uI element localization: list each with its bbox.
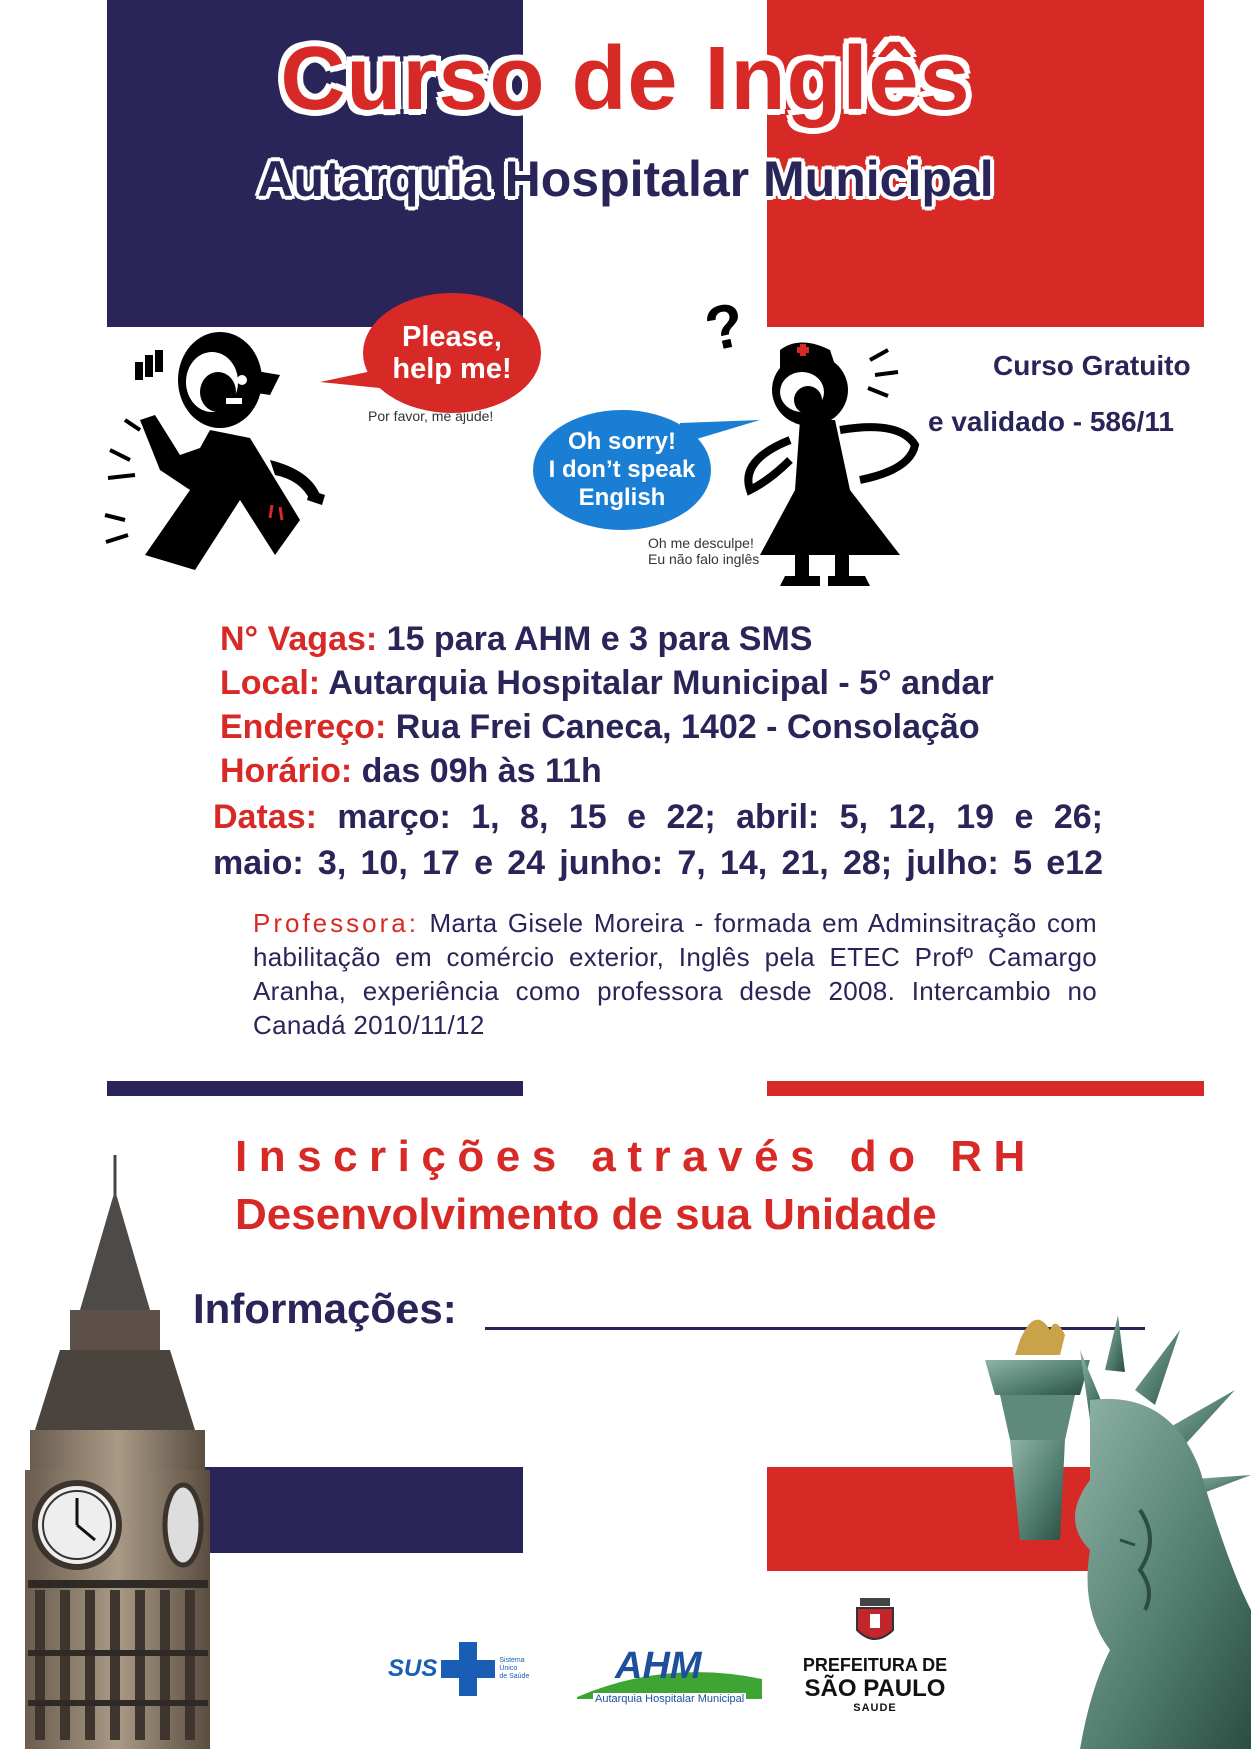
endereco-row bbox=[220, 708, 980, 747]
datas-row-2 bbox=[213, 844, 1103, 883]
professor-text: Marta Gisele Moreira - formada em Adminsitração com habilitação em comércio exterior, Inglês pela ETEC Profº Camargo Aranha, experiência como professora desde 2008. Intercambio no Canadá 2010/11/12 bbox=[253, 908, 1097, 1040]
page-subtitle: Autarquia Hospitalar Municipal bbox=[257, 151, 994, 207]
page-title: Curso de Inglês bbox=[280, 29, 971, 129]
local-row bbox=[220, 664, 994, 703]
vagas-value: 15 para AHM e 3 para SMS bbox=[377, 620, 813, 658]
horario-row bbox=[220, 752, 602, 791]
bubble-line: I don’t speak bbox=[548, 456, 696, 483]
bubble-line: English bbox=[578, 484, 666, 511]
sus-small-line: Sistema bbox=[499, 1657, 525, 1664]
prefeitura-line-3: SAUDE bbox=[853, 1702, 897, 1714]
bubble-line: Please, bbox=[402, 321, 502, 353]
sus-small-line: Único bbox=[499, 1665, 518, 1672]
sus-logo bbox=[388, 1640, 529, 1698]
professor-bio bbox=[253, 906, 1097, 1042]
course-validation-label: e validado - 586/11 bbox=[928, 406, 1174, 437]
local-label: Local: bbox=[220, 664, 321, 702]
nurse-figure-illustration bbox=[740, 330, 940, 590]
bubble-line: Oh sorry! bbox=[567, 428, 677, 455]
sus-cross-icon bbox=[439, 1640, 497, 1698]
inscricoes-line-1: Inscrições através do RH bbox=[235, 1132, 1037, 1181]
divider-red bbox=[767, 1081, 1204, 1096]
bubble-line: help me! bbox=[392, 353, 512, 385]
ahm-logo bbox=[577, 1645, 762, 1709]
datas-row-1 bbox=[213, 798, 1103, 837]
vagas-label: N° Vagas: bbox=[220, 620, 378, 658]
endereco-value: Rua Frei Caneca, 1402 - Consolação bbox=[386, 708, 980, 746]
prefeitura-line-2: SÃO PAULO bbox=[804, 1675, 946, 1702]
ahm-logo-text: AHM bbox=[615, 1645, 702, 1687]
sao-paulo-coat-of-arms-icon bbox=[852, 1598, 898, 1648]
horario-label: Horário: bbox=[220, 752, 353, 790]
big-ben-image bbox=[0, 1150, 215, 1749]
local-value: Autarquia Hospitalar Municipal - 5° andar bbox=[320, 664, 994, 702]
sus-logo-text: SUS bbox=[388, 1655, 438, 1682]
sus-small-line: de Saúde bbox=[499, 1673, 530, 1680]
sus-small-text bbox=[499, 1657, 529, 1681]
prefeitura-line-1: PREFEITURA DE bbox=[802, 1655, 948, 1675]
course-free-label: Curso Gratuito bbox=[993, 350, 1191, 381]
speech-bubble-please-help bbox=[363, 293, 541, 413]
datas-line-2: maio: 3, 10, 17 e 24 junho: 7, 14, 21, 28; julho: 5 e12 bbox=[213, 844, 1103, 882]
translation-please-help: Por favor, me ajude! bbox=[368, 408, 494, 424]
vagas-row bbox=[220, 620, 812, 659]
statue-of-liberty-image bbox=[940, 1310, 1251, 1749]
question-mark: ? bbox=[699, 289, 751, 366]
man-figure-illustration bbox=[100, 320, 340, 580]
divider-blue bbox=[107, 1081, 523, 1096]
ahm-logo-subtitle: Autarquia Hospitalar Municipal bbox=[595, 1693, 745, 1705]
translation-line: Eu não falo inglês bbox=[648, 551, 760, 567]
professor-label: Professora: bbox=[253, 908, 419, 938]
speech-bubble-oh-sorry bbox=[533, 410, 711, 530]
horario-value: das 09h às 11h bbox=[352, 752, 602, 790]
informacoes-label: Informações: bbox=[193, 1285, 457, 1332]
datas-label: Datas: bbox=[213, 798, 317, 836]
endereco-label: Endereço: bbox=[220, 708, 387, 746]
inscricoes-line-2: Desenvolvimento de sua Unidade bbox=[235, 1190, 937, 1239]
prefeitura-logo bbox=[790, 1598, 960, 1714]
translation-line: Oh me desculpe! bbox=[648, 535, 754, 551]
bottom-blue-block bbox=[190, 1467, 523, 1553]
datas-line-1: março: 1, 8, 15 e 22; abril: 5, 12, 19 e 26; bbox=[316, 798, 1103, 836]
